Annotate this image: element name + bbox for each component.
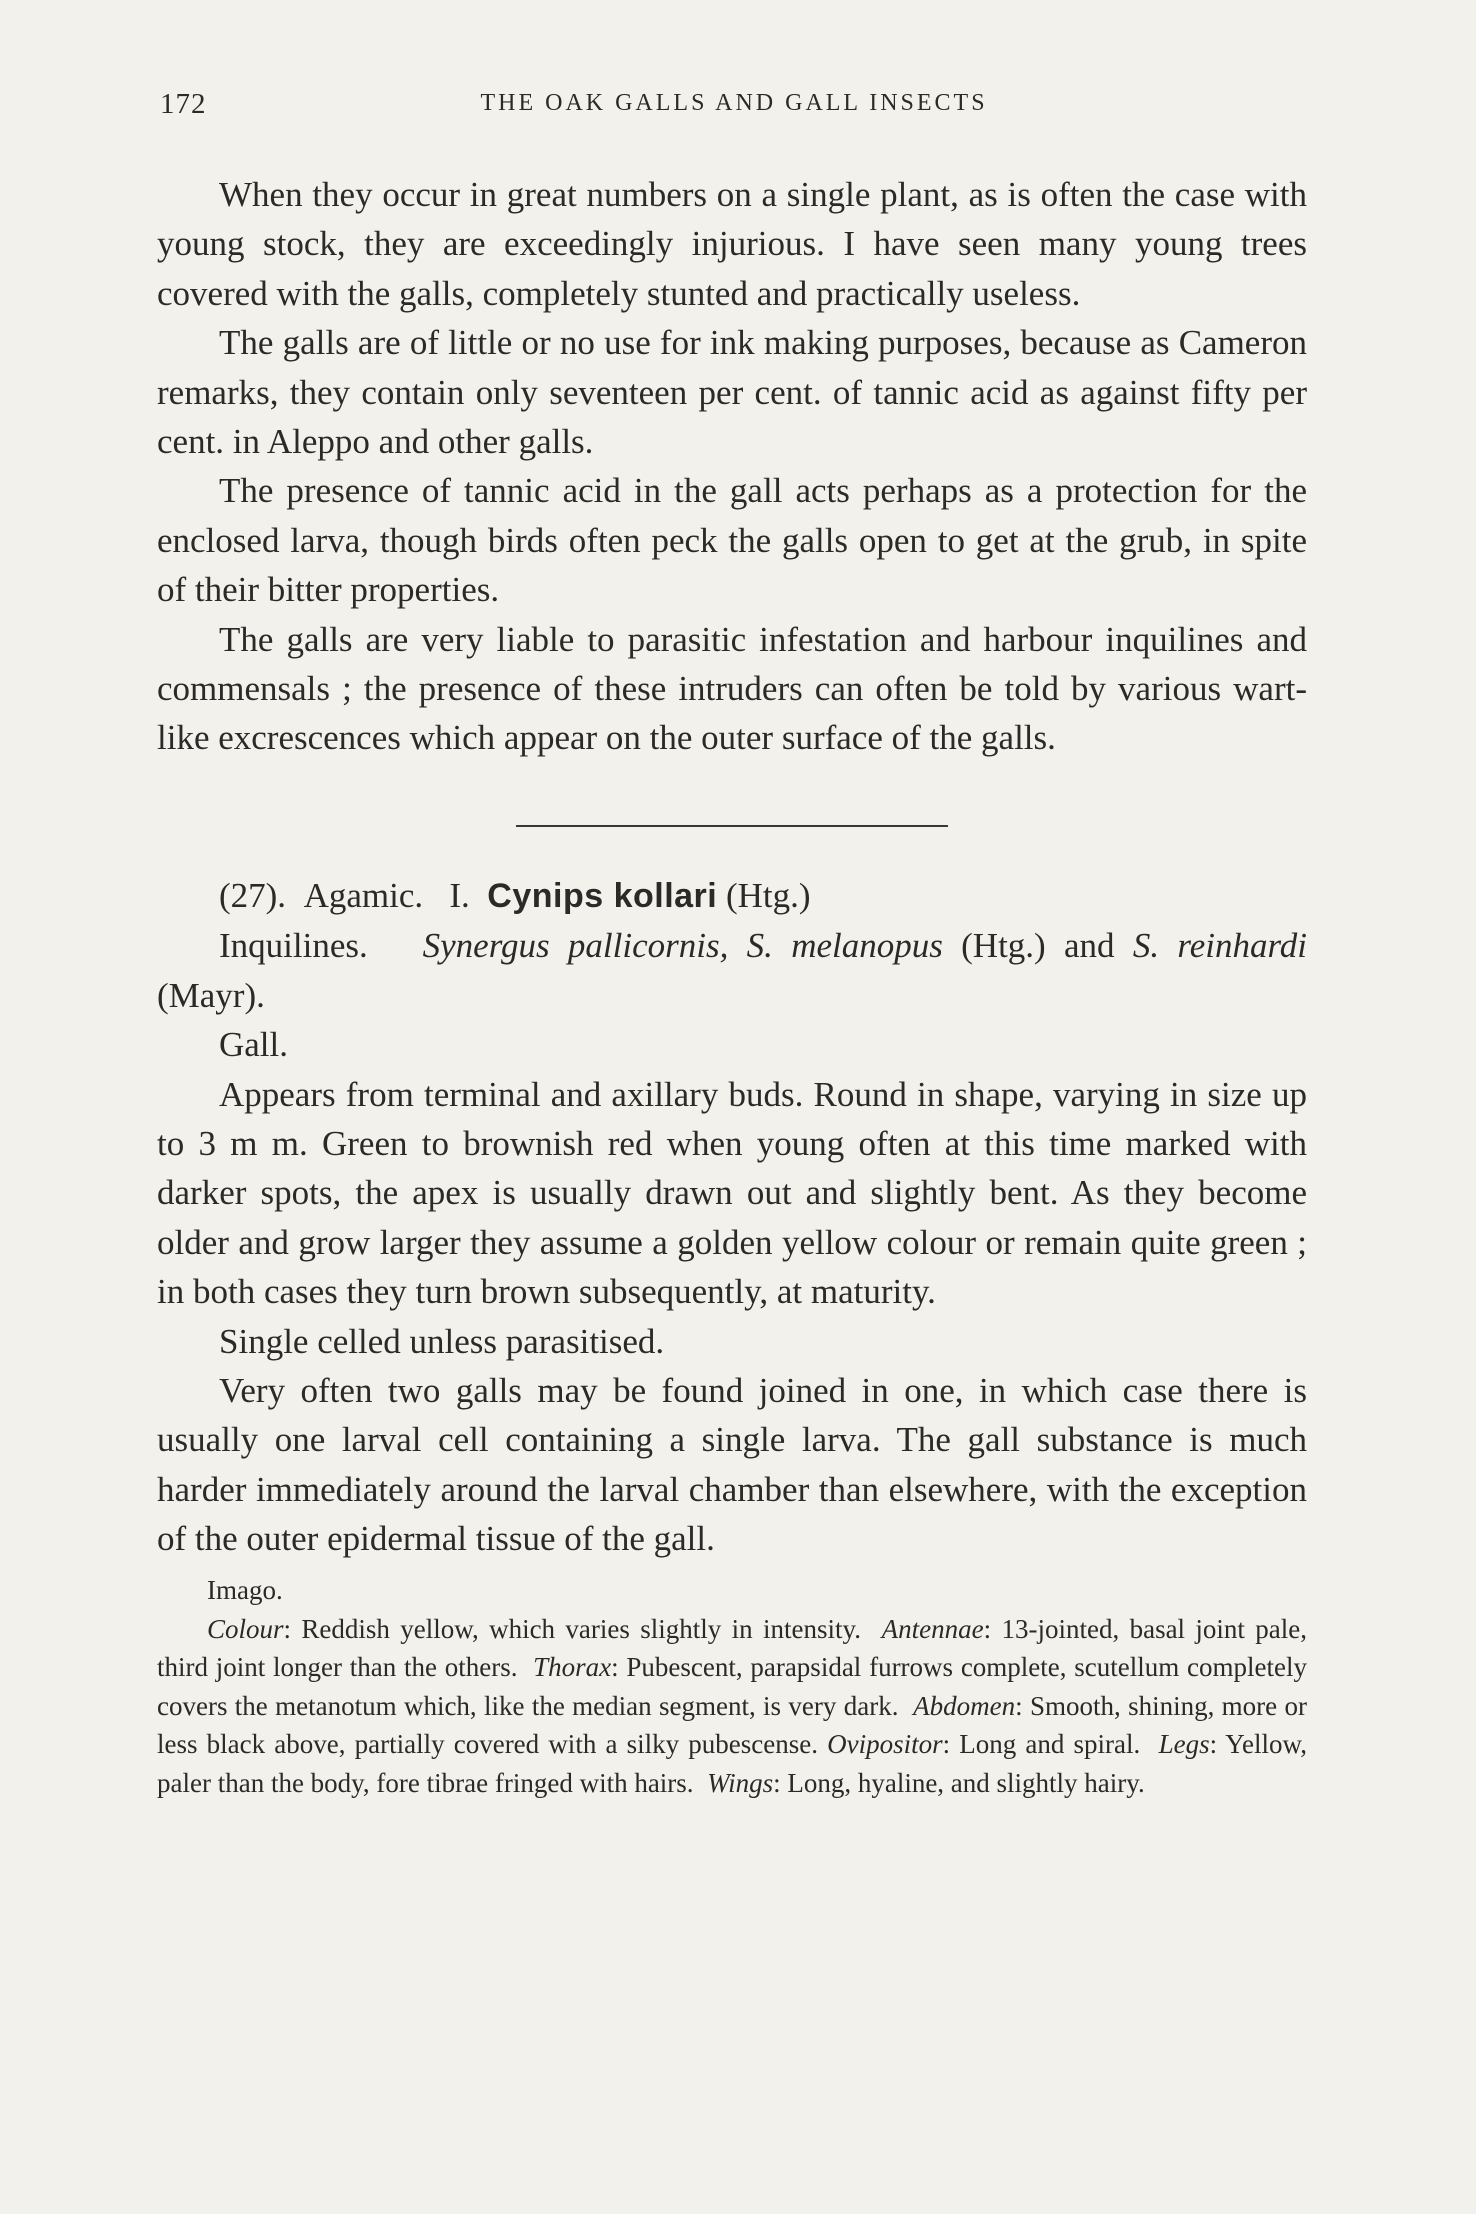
section-roman: I. [449,875,470,915]
inquilines-label: Inquilines. [219,926,368,966]
ovipositor-text: Long and spiral. [959,1729,1141,1760]
section-number: (27). [219,875,287,915]
thorax-text: Pubescent, parapsidal furrows complete, scutellum completely covers the metanotum which, like the median segment, is very dark. [157,1652,1307,1721]
paragraph: The galls are of little or no use for ink making purposes, because as Cameron remarks, they contain only seventeen per cent. of tannic acid as against fifty per cent. in Aleppo and other galls. [157,323,1307,462]
section-divider [516,825,948,827]
section-form: Agamic. [303,875,424,915]
page-header [160,88,1308,128]
paragraph: The galls are very liable to parasitic infestation and harbour inquilines and commensals ; the presence of these intruders can often be told by various wart-like excrescences which appear on the outer surface of the galls. [157,619,1307,758]
paragraph: Appears from terminal and axillary buds. Round in shape, varying in size up to 3 m m. Green to brownish red when young often at this time marked with darker spots, the apex is usually drawn out and slightly bent. As they become older and grow larger they assume a golden yellow colour or remain quite green ; in both cases they turn brown subsequently, at maturity. [157,1074,1307,1312]
abdomen-label: Abdomen [913,1690,1016,1721]
section-heading [157,871,1307,921]
paragraph: Very often two galls may be found joined in one, in which case there is usually one larval cell containing a single larva. The gall substance is much harder immediately around the larval chamber than elsewhere, with the exception of the outer epidermal tissue of the gall. [157,1370,1307,1559]
paragraph: The presence of tannic acid in the gall acts perhaps as a protection for the enclosed larva, though birds often peck the galls open to get at the grub, in spite of their bitter properties. [157,471,1307,610]
inquiline-species: S. reinhardi [1132,926,1308,966]
colour-text: Reddish yellow, which varies slightly in intensity. [301,1613,861,1644]
species-name: Cynips kollari [487,876,718,915]
species-author: (Htg.) [725,875,811,915]
imago-details: Colour: Reddish yellow, which varies slightly in intensity. Antennae: 13-jointed, basal joint pale, third joint longer than the others. Thorax: Pubescent, parapsidal furrows complete, scutellum completely covers the metanotum which, like the median segment, is very dark. Abdomen: Smooth, shining, more or less black above, partially covered with a silky pubescense. Ovipositor: Long and spiral. Legs: Yellow, paler than the body, fore tibrae fringed with hairs. Wings: Long, hyaline, and slightly hairy. [157,1613,1308,1798]
colour-label: Colour [207,1613,284,1644]
inquiline-species: S. melanopus [746,926,943,966]
legs-label: Legs [1158,1729,1210,1760]
thorax-label: Thorax [533,1652,612,1683]
inquiline-author: (Mayr). [157,975,265,1015]
ovipositor-label: Ovipositor [827,1729,943,1760]
inquiline-species: Synergus pallicornis, [422,926,729,966]
imago-label: Imago. [207,1574,283,1605]
antennae-text: 13-jointed, basal joint pale, third joint longer than the others. [157,1613,1307,1683]
inquilines-line [157,921,1307,1020]
running-title: THE OAK GALLS AND GALL INSECTS [480,90,988,116]
inquiline-author: (Htg.) and [961,926,1115,966]
wings-text: Long, hyaline, and slightly hairy. [787,1767,1145,1798]
paragraph: When they occur in great numbers on a single plant, as is often the case with young stock, they are exceedingly injurious. I have seen many young trees covered with the galls, completely stunted and practically useless. [157,175,1307,313]
imago-description [157,1570,1307,1803]
page-number: 172 [160,88,207,120]
wings-label: Wings [707,1767,774,1798]
abdomen-text: Smooth, shining, more or less black above, partially covered with a silky pubescense. [157,1690,1307,1760]
legs-text: Yellow, paler than the body, fore tibrae fringed with hairs. [157,1729,1308,1798]
gall-label: Gall. [219,1025,289,1065]
paragraph: Single celled unless parasitised. [219,1321,665,1361]
antennae-label: Antennae [881,1613,984,1644]
page-body [157,170,1307,1802]
